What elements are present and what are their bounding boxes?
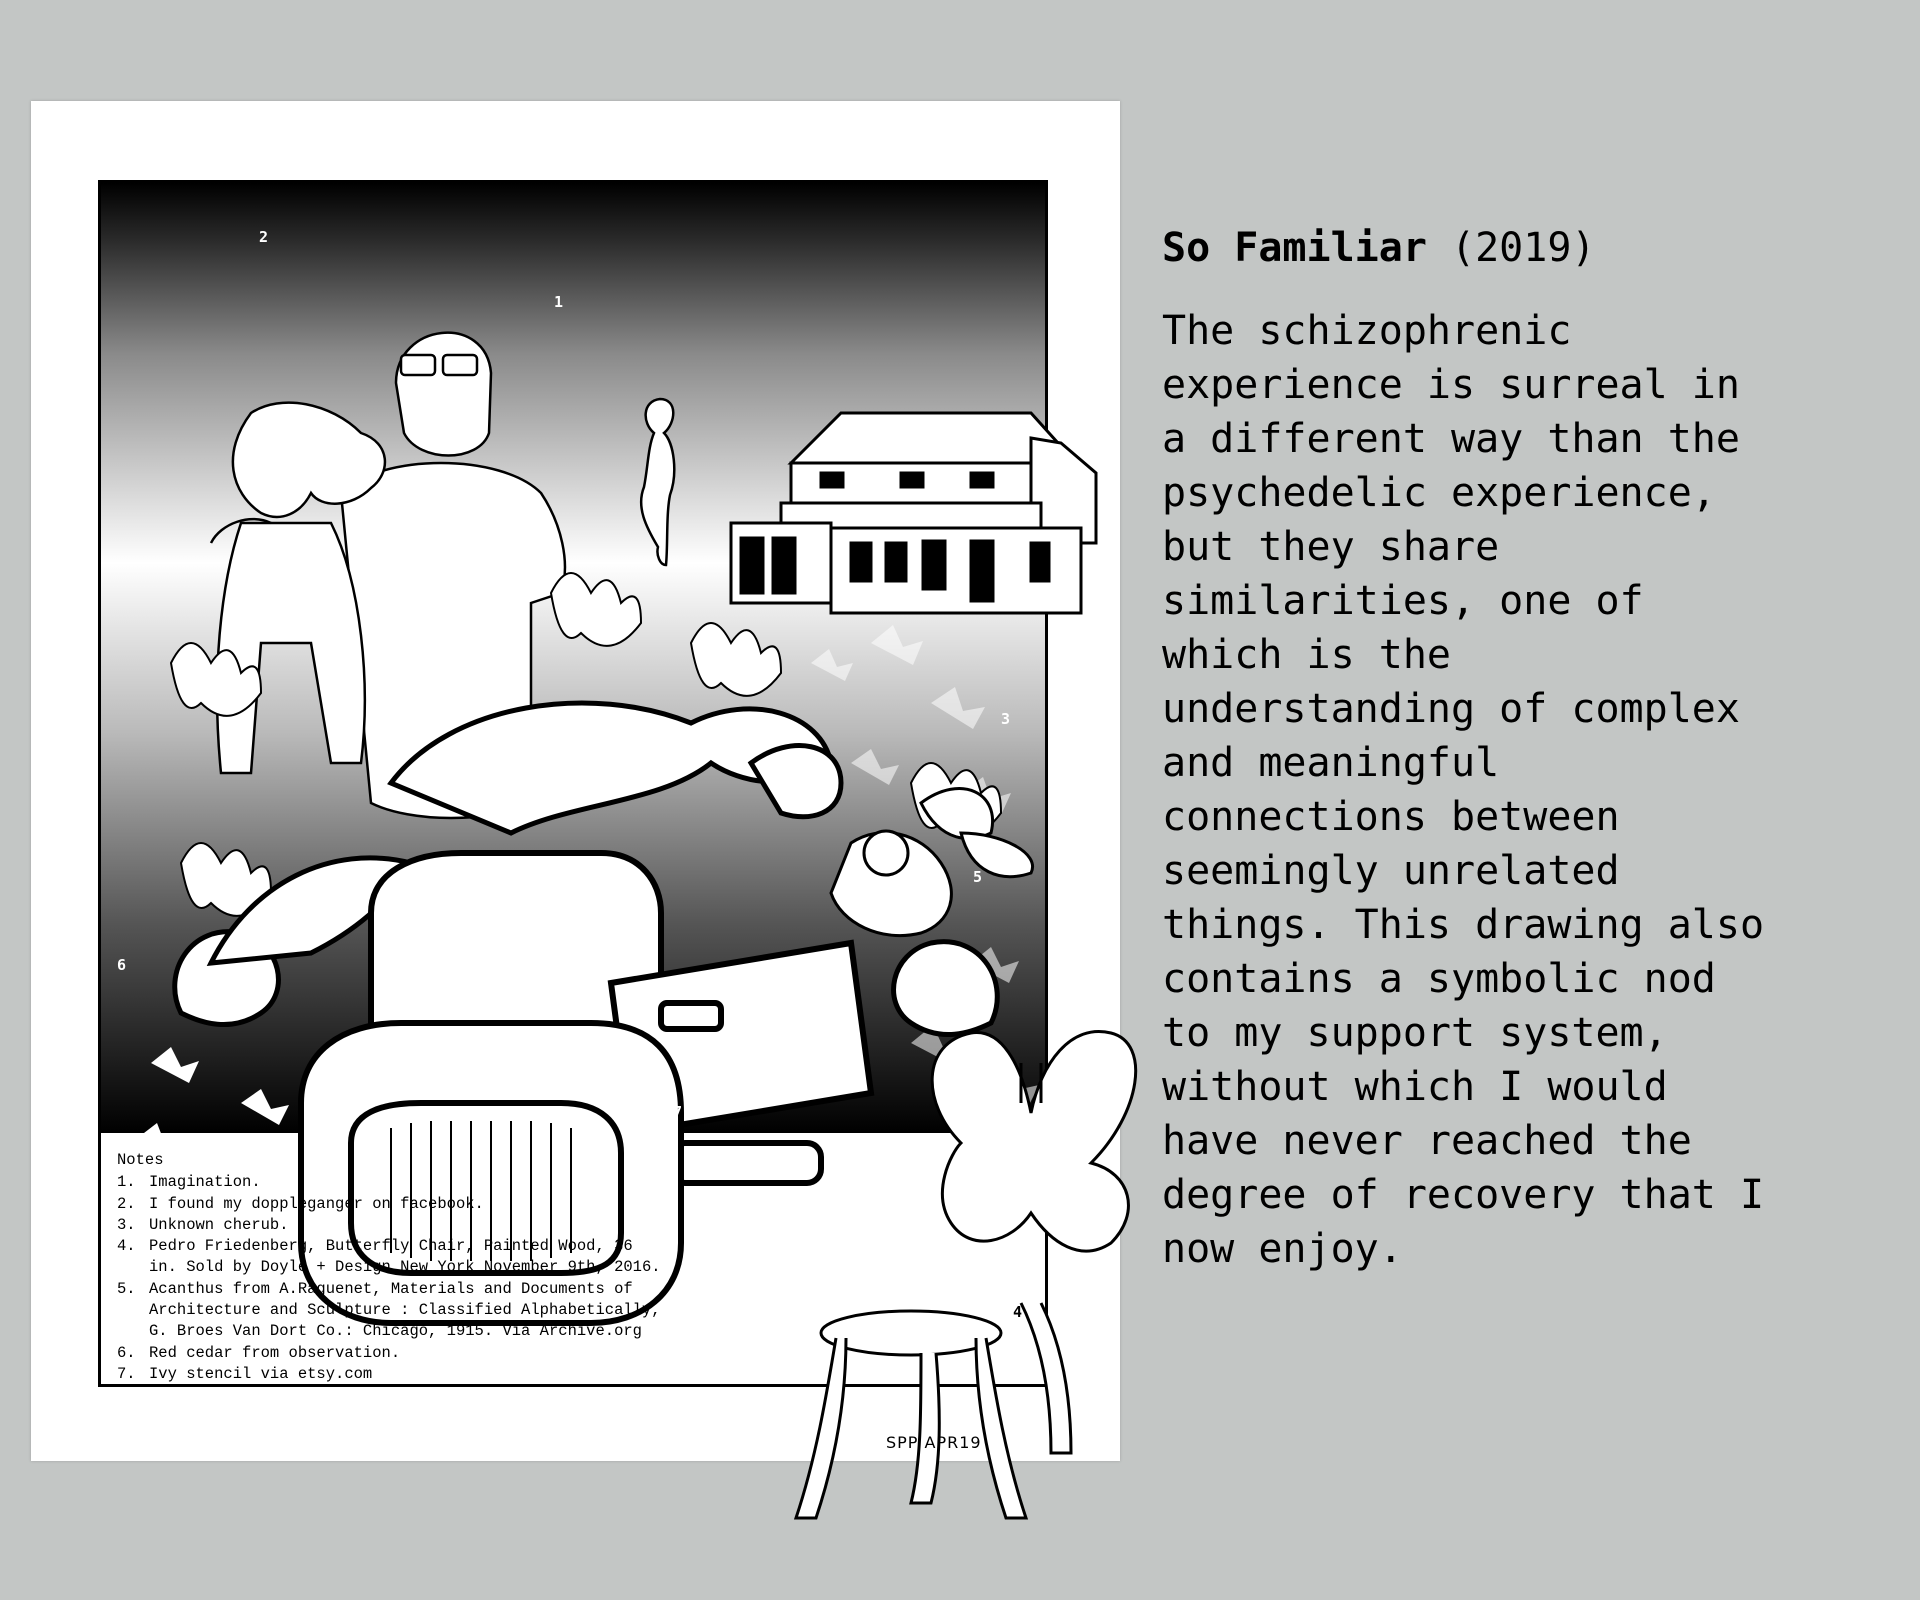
marker-2: 2 — [259, 228, 269, 246]
artwork-caption — [1162, 222, 1882, 1276]
notes-item-text: Red cedar from observation. — [149, 1343, 401, 1362]
notes-item-number: 7. — [117, 1364, 136, 1383]
notes-item-text: Unknown cherub. — [149, 1215, 289, 1234]
notes-item-number: 5. — [117, 1279, 136, 1298]
notes-item-text: Imagination. — [149, 1173, 261, 1192]
notes-item — [117, 1236, 767, 1279]
notes-item-number: 6. — [117, 1343, 136, 1362]
notes-item — [117, 1172, 767, 1193]
marker-6: 6 — [117, 956, 127, 974]
imagination-figure — [641, 399, 674, 565]
notes-item — [117, 1364, 767, 1385]
notes-item-number: 2. — [117, 1194, 136, 1213]
artwork-title — [1162, 222, 1882, 274]
artwork-sheet — [31, 101, 1120, 1461]
notes-item-text: I found my doppleganger on facebook. — [149, 1194, 484, 1213]
notes-block — [117, 1150, 767, 1385]
notes-item-text: Ivy stencil via etsy.com — [149, 1364, 373, 1383]
notes-item — [117, 1194, 767, 1215]
notes-heading: Notes — [117, 1151, 164, 1169]
marker-7: 7 — [673, 1103, 683, 1121]
house-drawing — [731, 413, 1096, 613]
artwork-frame — [98, 180, 1048, 1452]
notes-item-number: 1. — [117, 1173, 136, 1192]
notes-item — [117, 1279, 767, 1343]
artwork-title-year: (2019) — [1451, 225, 1596, 271]
marker-5: 5 — [973, 868, 983, 886]
artwork-description: The schizophrenic experience is surreal in a different way than the psychedelic experience, but they share similarities, one of which is the understanding of complex and meaningful connections between seemingly unrelated things. This drawing also contains a symbolic nod to my support system, without which I would have never reached the degree of recovery that I now enjoy. — [1162, 308, 1765, 1272]
marker-3: 3 — [1001, 710, 1011, 728]
marker-4: 4 — [1013, 1303, 1023, 1321]
notes-item — [117, 1343, 767, 1364]
notes-item-text: Pedro Friedenberg, Butterfly Chair, Painted Wood, 36 in. Sold by Doyle + Design New York November 9th, 2016. — [149, 1237, 661, 1277]
marker-1: 1 — [554, 293, 564, 311]
artwork-title-name: So Familiar — [1162, 225, 1427, 271]
notes-item-number: 3. — [117, 1215, 136, 1234]
notes-item-text: Acanthus from A.Raguenet, Materials and Documents of Architecture and Sculpture : Classified Alphabetically, G. Broes Van Dort Co.: Chicago, 1915. Via Archive.org — [149, 1279, 661, 1341]
artist-signature: SPP APR19 — [886, 1433, 982, 1452]
notes-item-number: 4. — [117, 1237, 136, 1256]
notes-item — [117, 1215, 767, 1236]
